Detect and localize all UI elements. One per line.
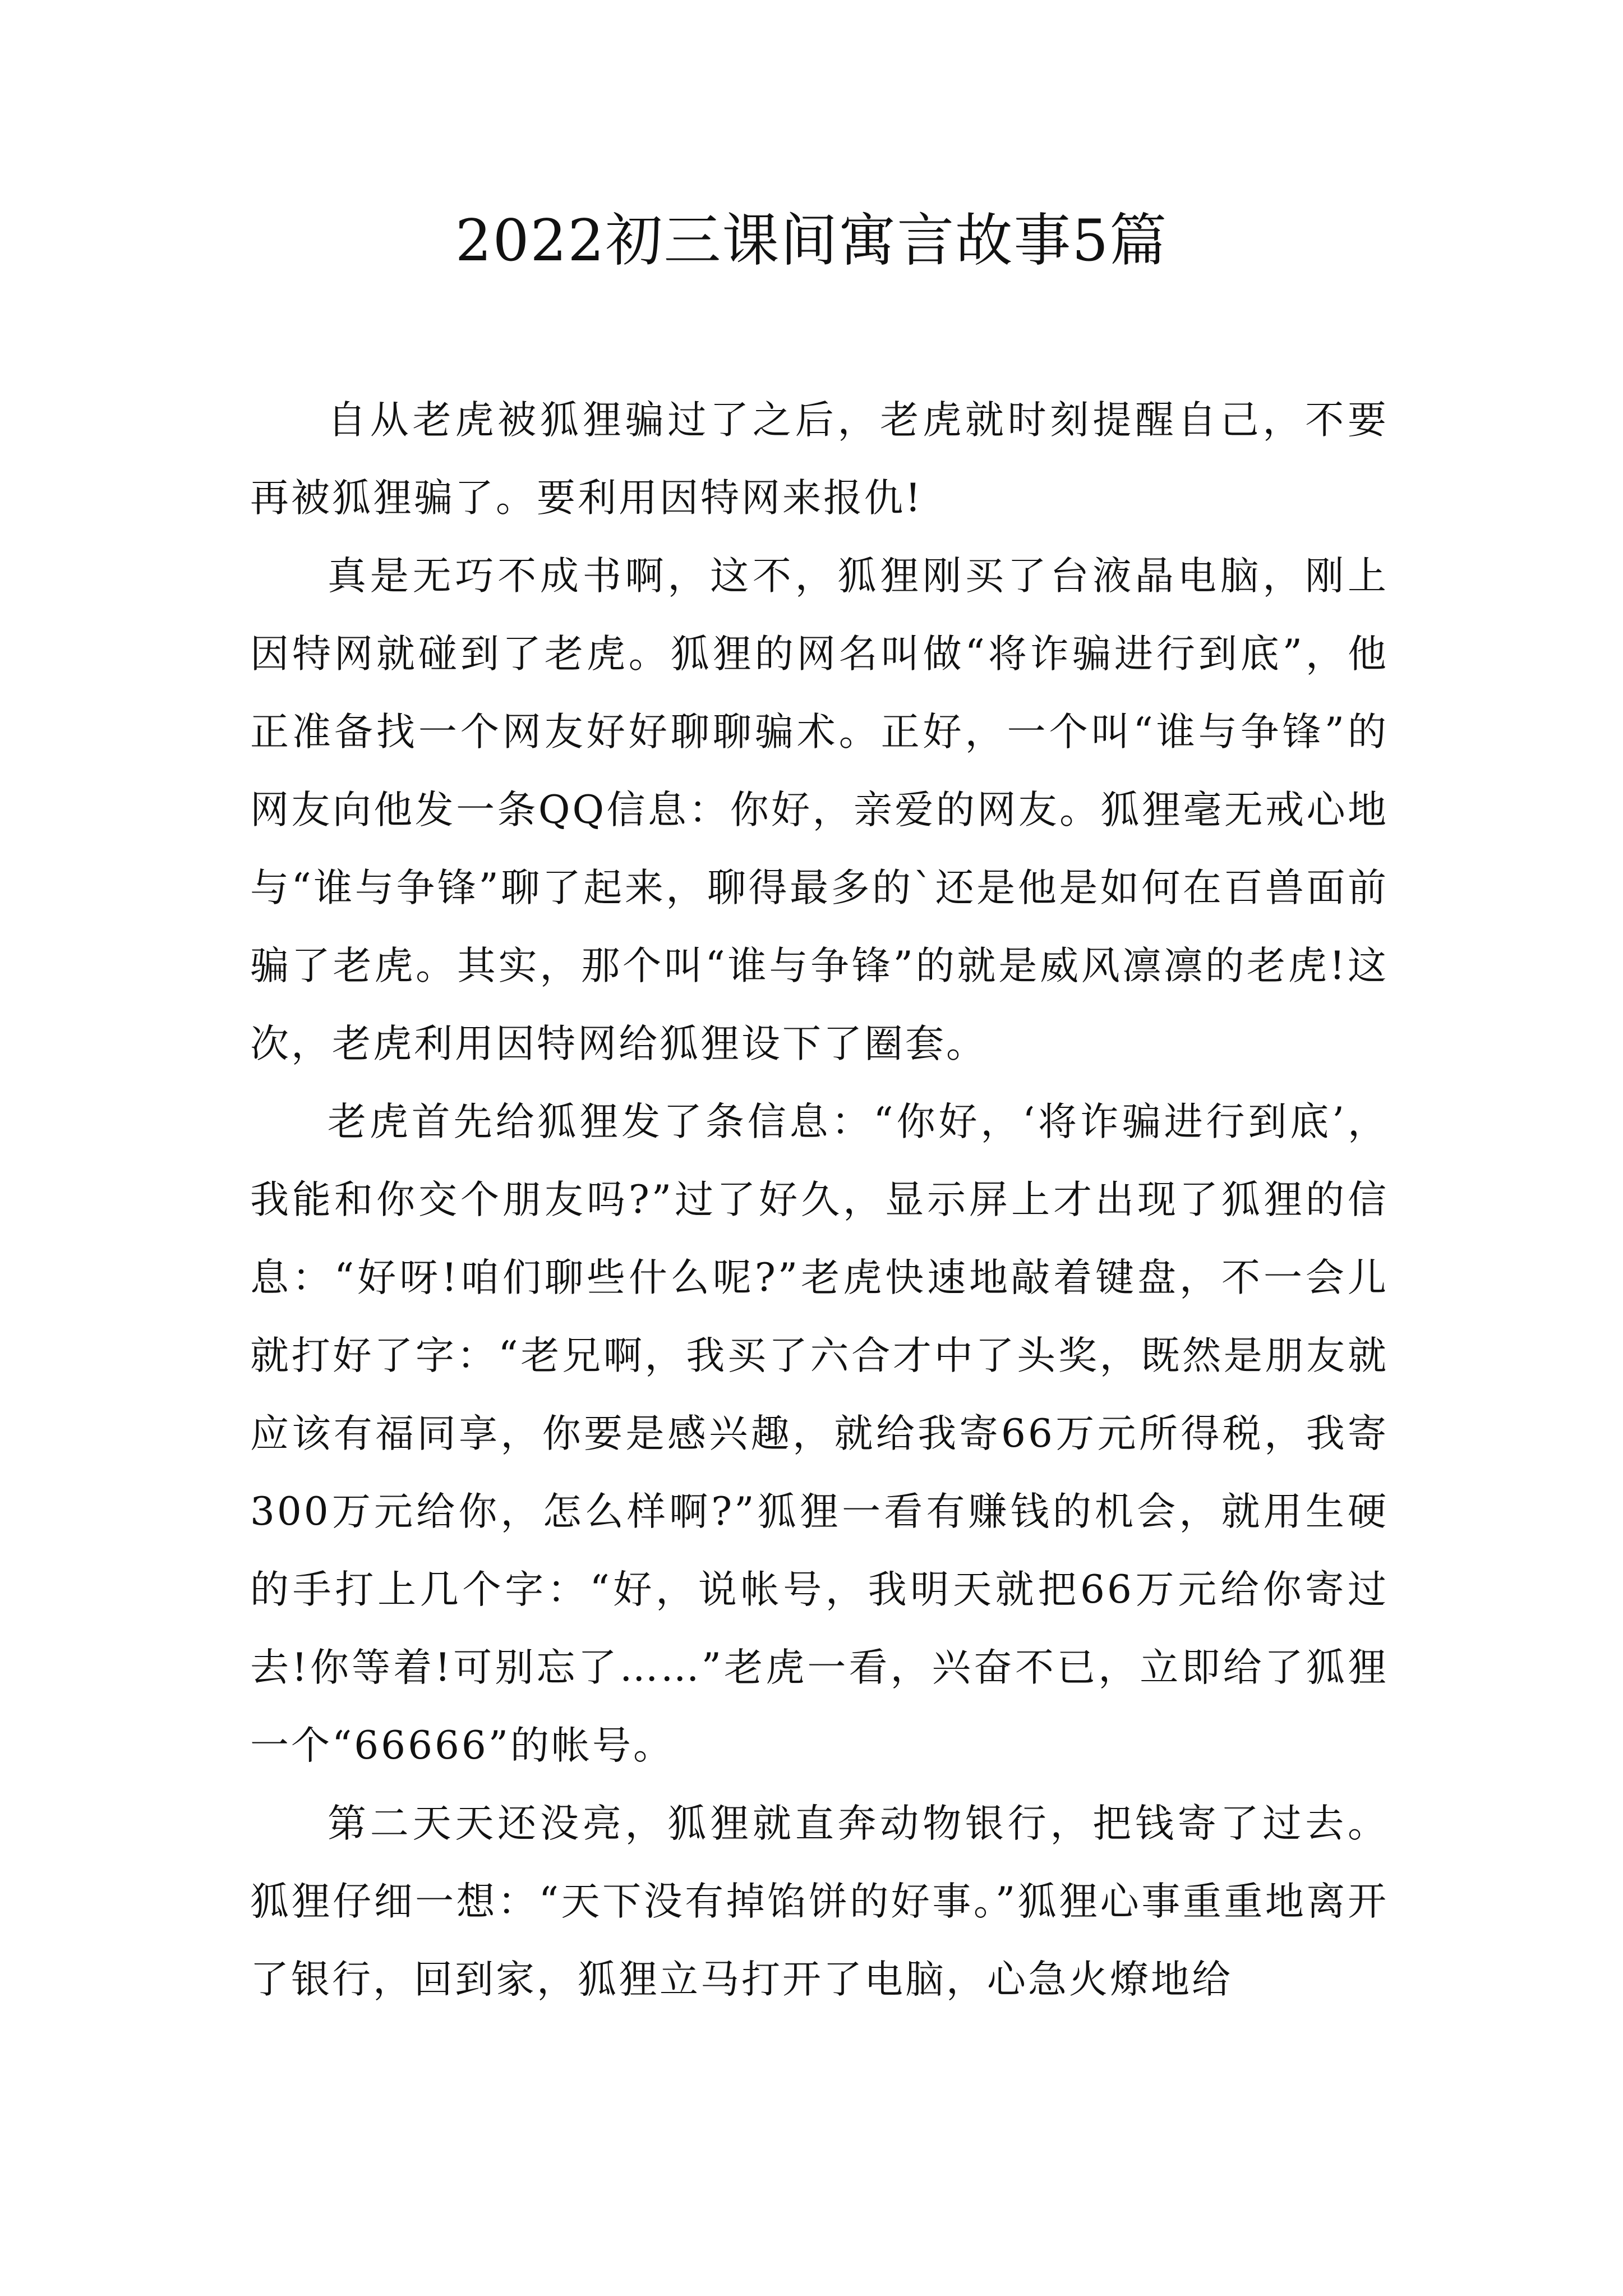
document-title: 2022初三课间寓言故事5篇 [455, 208, 1168, 274]
paragraph: 真是无巧不成书啊，这不，狐狸刚买了台液晶电脑，刚上因特网就碰到了老虎。狐狸的网名叫做“将诈骗进行到底”，他正准备找一个网友好好聊聊骗术。正好，一个叫“谁与争锋”的网友向他发一条QQ信息：你好，亲爱的网友。狐狸毫无戒心地与“谁与争锋”聊了起来，聊得最多的`还是他是如何在百兽面前骗了老虎。其实，那个叫“谁与争锋”的就是威风凛凛的老虎!这次，老虎利用因特网给狐狸设下了圈套。 [250, 554, 1389, 1066]
paragraph: 自从老虎被狐狸骗过了之后，老虎就时刻提醒自己，不要再被狐狸骗了。要利用因特网来报仇! [250, 398, 1389, 521]
paragraph: 第二天天还没亮，狐狸就直奔动物银行，把钱寄了过去。狐狸仔细一想：“天下没有掉馅饼的好事。”狐狸心事重重地离开了银行，回到家，狐狸立马打开了电脑，心急火燎地给 [250, 1801, 1389, 2002]
paragraph: 老虎首先给狐狸发了条信息：“你好，‘将诈骗进行到底’，我能和你交个朋友吗?”过了好久，显示屏上才出现了狐狸的信息：“好呀!咱们聊些什么呢?”老虎快速地敲着键盘，不一会儿就打好了字：“老兄啊，我买了六合才中了头奖，既然是朋友就应该有福同享，你要是感兴趣，就给我寄66万元所得税，我寄300万元给你，怎么样啊?”狐狸一看有赚钱的机会，就用生硬的手打上几个字：“好，说帐号，我明天就把66万元给你寄过去!你等着!可别忘了……”老虎一看，兴奋不已，立即给了狐狸一个“66666”的帐号。 [250, 1099, 1389, 1768]
document-body [250, 381, 1389, 2019]
